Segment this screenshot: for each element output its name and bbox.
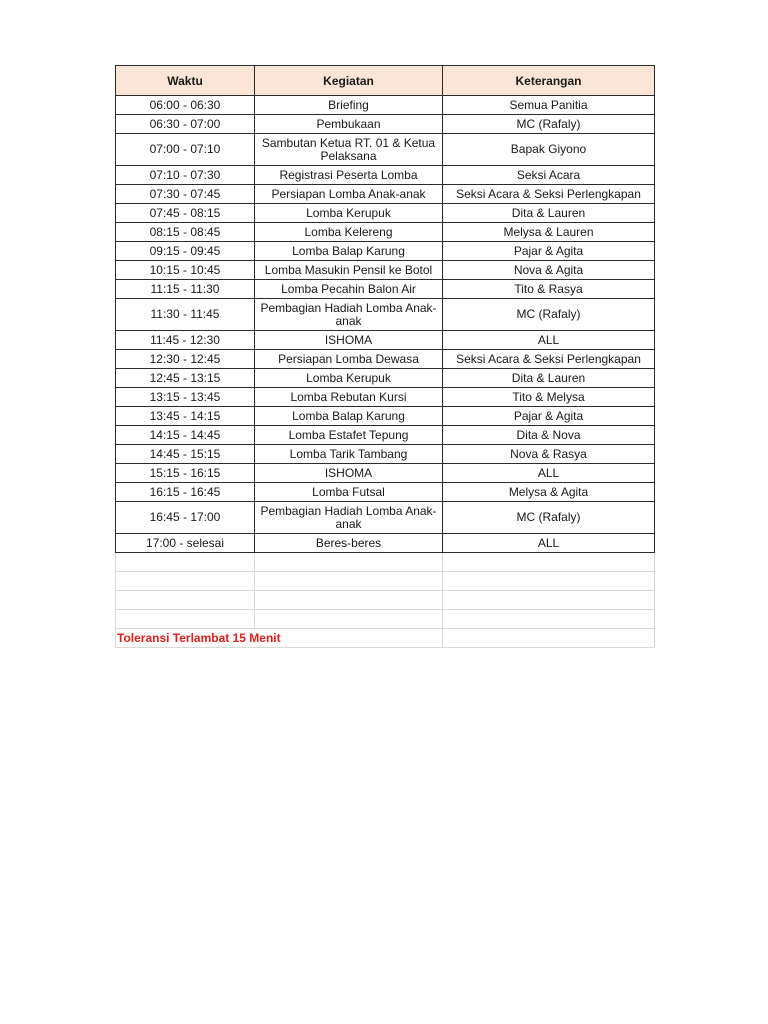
table-row — [116, 464, 655, 483]
cell-kegiatan: Briefing — [255, 96, 443, 115]
cell-waktu: 12:30 - 12:45 — [116, 350, 255, 369]
cell-waktu: 11:15 - 11:30 — [116, 280, 255, 299]
table-row — [116, 534, 655, 553]
empty-row — [116, 591, 655, 610]
cell-kegiatan: ISHOMA — [255, 331, 443, 350]
empty-cell — [116, 591, 255, 610]
empty-row — [116, 553, 655, 572]
empty-cell — [443, 553, 655, 572]
cell-waktu: 07:00 - 07:10 — [116, 134, 255, 166]
header-waktu: Waktu — [116, 66, 255, 96]
empty-cell — [116, 553, 255, 572]
table-row — [116, 115, 655, 134]
table-row — [116, 445, 655, 464]
header-keterangan: Keterangan — [443, 66, 655, 96]
cell-waktu: 09:15 - 09:45 — [116, 242, 255, 261]
empty-cell — [255, 572, 443, 591]
cell-waktu: 14:45 - 15:15 — [116, 445, 255, 464]
table-row — [116, 166, 655, 185]
empty-cell — [443, 610, 655, 629]
cell-waktu: 13:15 - 13:45 — [116, 388, 255, 407]
cell-kegiatan: Lomba Balap Karung — [255, 242, 443, 261]
cell-kegiatan: Persiapan Lomba Dewasa — [255, 350, 443, 369]
cell-keterangan: Melysa & Agita — [443, 483, 655, 502]
note-row — [116, 629, 655, 648]
cell-waktu: 16:15 - 16:45 — [116, 483, 255, 502]
table-row — [116, 299, 655, 331]
table-row — [116, 134, 655, 166]
cell-keterangan: Dita & Nova — [443, 426, 655, 445]
cell-keterangan: Nova & Rasya — [443, 445, 655, 464]
cell-keterangan: MC (Rafaly) — [443, 115, 655, 134]
cell-keterangan: Semua Panitia — [443, 96, 655, 115]
cell-keterangan: ALL — [443, 464, 655, 483]
cell-waktu: 15:15 - 16:15 — [116, 464, 255, 483]
cell-kegiatan: Lomba Estafet Tepung — [255, 426, 443, 445]
table-row — [116, 388, 655, 407]
empty-row — [116, 610, 655, 629]
cell-waktu: 11:30 - 11:45 — [116, 299, 255, 331]
cell-waktu: 14:15 - 14:45 — [116, 426, 255, 445]
schedule-table — [115, 65, 655, 648]
schedule-sheet — [115, 65, 654, 648]
table-row — [116, 331, 655, 350]
cell-keterangan: Dita & Lauren — [443, 369, 655, 388]
table-row — [116, 242, 655, 261]
cell-keterangan: Melysa & Lauren — [443, 223, 655, 242]
table-row — [116, 280, 655, 299]
table-row — [116, 502, 655, 534]
cell-kegiatan: Lomba Masukin Pensil ke Botol — [255, 261, 443, 280]
header-kegiatan: Kegiatan — [255, 66, 443, 96]
cell-waktu: 12:45 - 13:15 — [116, 369, 255, 388]
cell-keterangan: ALL — [443, 534, 655, 553]
cell-waktu: 06:00 - 06:30 — [116, 96, 255, 115]
cell-kegiatan: Persiapan Lomba Anak-anak — [255, 185, 443, 204]
cell-keterangan: MC (Rafaly) — [443, 299, 655, 331]
cell-keterangan: Tito & Melysa — [443, 388, 655, 407]
table-row — [116, 369, 655, 388]
table-row — [116, 96, 655, 115]
cell-keterangan: Dita & Lauren — [443, 204, 655, 223]
cell-waktu: 06:30 - 07:00 — [116, 115, 255, 134]
cell-waktu: 10:15 - 10:45 — [116, 261, 255, 280]
table-row — [116, 204, 655, 223]
cell-waktu: 17:00 - selesai — [116, 534, 255, 553]
cell-kegiatan: Lomba Rebutan Kursi — [255, 388, 443, 407]
empty-cell — [443, 629, 655, 648]
cell-keterangan: MC (Rafaly) — [443, 502, 655, 534]
cell-kegiatan: Pembagian Hadiah Lomba Anak-anak — [255, 299, 443, 331]
table-row — [116, 483, 655, 502]
cell-keterangan: Seksi Acara & Seksi Perlengkapan — [443, 350, 655, 369]
cell-kegiatan: Registrasi Peserta Lomba — [255, 166, 443, 185]
cell-kegiatan: Beres-beres — [255, 534, 443, 553]
cell-waktu: 13:45 - 14:15 — [116, 407, 255, 426]
cell-kegiatan: Pembagian Hadiah Lomba Anak-anak — [255, 502, 443, 534]
table-row — [116, 350, 655, 369]
cell-kegiatan: Lomba Balap Karung — [255, 407, 443, 426]
table-row — [116, 426, 655, 445]
empty-cell — [255, 591, 443, 610]
cell-waktu: 11:45 - 12:30 — [116, 331, 255, 350]
cell-kegiatan: Lomba Kelereng — [255, 223, 443, 242]
empty-cell — [443, 572, 655, 591]
empty-cell — [116, 610, 255, 629]
header-row — [116, 66, 655, 96]
cell-waktu: 16:45 - 17:00 — [116, 502, 255, 534]
table-row — [116, 407, 655, 426]
cell-keterangan: Pajar & Agita — [443, 407, 655, 426]
empty-cell — [255, 610, 443, 629]
cell-kegiatan: Pembukaan — [255, 115, 443, 134]
cell-keterangan: ALL — [443, 331, 655, 350]
cell-keterangan: Tito & Rasya — [443, 280, 655, 299]
cell-kegiatan: Lomba Pecahin Balon Air — [255, 280, 443, 299]
empty-row — [116, 572, 655, 591]
empty-cell — [443, 591, 655, 610]
empty-cell — [116, 572, 255, 591]
cell-keterangan: Pajar & Agita — [443, 242, 655, 261]
cell-kegiatan: Lomba Kerupuk — [255, 204, 443, 223]
table-row — [116, 261, 655, 280]
cell-kegiatan: Sambutan Ketua RT. 01 & Ketua Pelaksana — [255, 134, 443, 166]
cell-keterangan: Seksi Acara — [443, 166, 655, 185]
cell-waktu: 07:45 - 08:15 — [116, 204, 255, 223]
table-row — [116, 223, 655, 242]
cell-kegiatan: Lomba Tarik Tambang — [255, 445, 443, 464]
cell-kegiatan: Lomba Kerupuk — [255, 369, 443, 388]
cell-keterangan: Bapak Giyono — [443, 134, 655, 166]
cell-waktu: 07:10 - 07:30 — [116, 166, 255, 185]
cell-kegiatan: ISHOMA — [255, 464, 443, 483]
empty-cell — [255, 553, 443, 572]
cell-keterangan: Seksi Acara & Seksi Perlengkapan — [443, 185, 655, 204]
table-row — [116, 185, 655, 204]
cell-waktu: 08:15 - 08:45 — [116, 223, 255, 242]
tolerance-note: Toleransi Terlambat 15 Menit — [116, 629, 443, 648]
cell-waktu: 07:30 - 07:45 — [116, 185, 255, 204]
cell-keterangan: Nova & Agita — [443, 261, 655, 280]
cell-kegiatan: Lomba Futsal — [255, 483, 443, 502]
